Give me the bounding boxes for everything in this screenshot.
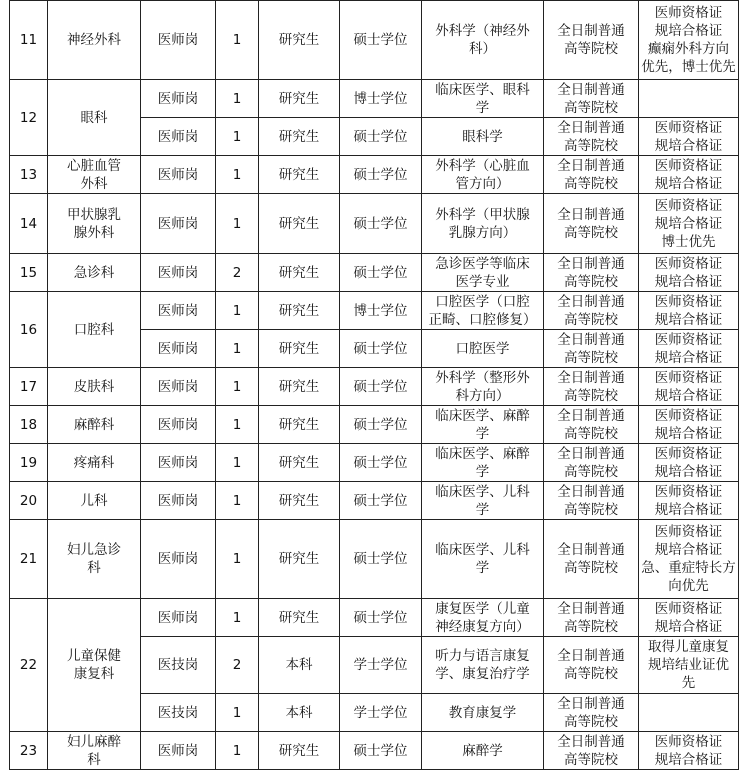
study-form: 全日制普通 高等院校: [544, 118, 639, 156]
department: 儿科: [48, 482, 141, 520]
major: 口腔医学: [422, 330, 544, 368]
post-type: 医师岗: [141, 444, 216, 482]
headcount: 1: [216, 1, 259, 80]
row-number: 20: [10, 482, 48, 520]
study-form: 全日制普通 高等院校: [544, 637, 639, 694]
department: 甲状腺乳 腺外科: [48, 194, 141, 254]
degree: 硕士学位: [340, 599, 422, 637]
study-form: 全日制普通 高等院校: [544, 520, 639, 599]
department: 妇儿麻醉 科: [48, 732, 141, 770]
department: 急诊科: [48, 254, 141, 292]
post-type: 医师岗: [141, 156, 216, 194]
post-type: 医师岗: [141, 599, 216, 637]
education: 研究生: [259, 330, 340, 368]
headcount: 1: [216, 694, 259, 732]
row-number: 12: [10, 80, 48, 156]
degree: 硕士学位: [340, 520, 422, 599]
department: 妇儿急诊 科: [48, 520, 141, 599]
headcount: 1: [216, 520, 259, 599]
headcount: 2: [216, 254, 259, 292]
requirements: [639, 80, 739, 118]
study-form: 全日制普通 高等院校: [544, 368, 639, 406]
headcount: 1: [216, 194, 259, 254]
study-form: 全日制普通 高等院校: [544, 732, 639, 770]
study-form: 全日制普通 高等院校: [544, 254, 639, 292]
department: 口腔科: [48, 292, 141, 368]
education: 研究生: [259, 118, 340, 156]
major: 外科学（整形外 科方向）: [422, 368, 544, 406]
requirements: 医师资格证 规培合格证: [639, 599, 739, 637]
major: 口腔医学（口腔 正畸、口腔修复）: [422, 292, 544, 330]
headcount: 1: [216, 368, 259, 406]
education: 研究生: [259, 156, 340, 194]
post-type: 医师岗: [141, 1, 216, 80]
education: 研究生: [259, 368, 340, 406]
requirements: 医师资格证 规培合格证: [639, 406, 739, 444]
degree: 硕士学位: [340, 254, 422, 292]
study-form: 全日制普通 高等院校: [544, 694, 639, 732]
headcount: 1: [216, 444, 259, 482]
requirements: 医师资格证 规培合格证: [639, 732, 739, 770]
table-row: [10, 254, 739, 292]
post-type: 医技岗: [141, 637, 216, 694]
degree: 硕士学位: [340, 194, 422, 254]
row-number: 18: [10, 406, 48, 444]
major: 临床医学、眼科 学: [422, 80, 544, 118]
requirements: 医师资格证 规培合格证 博士优先: [639, 194, 739, 254]
degree: 硕士学位: [340, 330, 422, 368]
post-type: 医师岗: [141, 194, 216, 254]
row-number: 21: [10, 520, 48, 599]
degree: 硕士学位: [340, 156, 422, 194]
requirements: 医师资格证 规培合格证: [639, 368, 739, 406]
table-row: [10, 368, 739, 406]
major: 临床医学、儿科 学: [422, 482, 544, 520]
table-row: [10, 599, 739, 637]
requirements: 医师资格证 规培合格证: [639, 482, 739, 520]
study-form: 全日制普通 高等院校: [544, 194, 639, 254]
degree: 硕士学位: [340, 444, 422, 482]
row-number: 23: [10, 732, 48, 770]
post-type: 医师岗: [141, 482, 216, 520]
post-type: 医师岗: [141, 292, 216, 330]
education: 研究生: [259, 1, 340, 80]
degree: 博士学位: [340, 292, 422, 330]
education: 研究生: [259, 732, 340, 770]
degree: 硕士学位: [340, 406, 422, 444]
major: 外科学（心脏血 管方向）: [422, 156, 544, 194]
degree: 学士学位: [340, 694, 422, 732]
table-row: [10, 80, 739, 118]
requirements: 医师资格证 规培合格证: [639, 156, 739, 194]
headcount: 1: [216, 156, 259, 194]
major: 康复医学（儿童 神经康复方向）: [422, 599, 544, 637]
study-form: 全日制普通 高等院校: [544, 80, 639, 118]
education: 研究生: [259, 599, 340, 637]
study-form: 全日制普通 高等院校: [544, 482, 639, 520]
major: 麻醉学: [422, 732, 544, 770]
post-type: 医师岗: [141, 80, 216, 118]
table-row: [10, 732, 739, 770]
headcount: 1: [216, 118, 259, 156]
table-row: [10, 194, 739, 254]
major: 临床医学、麻醉 学: [422, 406, 544, 444]
row-number: 13: [10, 156, 48, 194]
degree: 硕士学位: [340, 118, 422, 156]
department: 心脏血管 外科: [48, 156, 141, 194]
table-row: [10, 156, 739, 194]
major: 急诊医学等临床 医学专业: [422, 254, 544, 292]
education: 研究生: [259, 520, 340, 599]
headcount: 1: [216, 80, 259, 118]
table-row: [10, 444, 739, 482]
requirements: 医师资格证 规培合格证: [639, 254, 739, 292]
department: 麻醉科: [48, 406, 141, 444]
education: 研究生: [259, 194, 340, 254]
degree: 博士学位: [340, 80, 422, 118]
degree: 学士学位: [340, 637, 422, 694]
requirements: 医师资格证 规培合格证 癫痫外科方向 优先，博士优先: [639, 1, 739, 80]
row-number: 15: [10, 254, 48, 292]
education: 本科: [259, 637, 340, 694]
headcount: 1: [216, 330, 259, 368]
table-row: [10, 520, 739, 599]
post-type: 医师岗: [141, 732, 216, 770]
study-form: 全日制普通 高等院校: [544, 599, 639, 637]
row-number: 11: [10, 1, 48, 80]
department: 儿童保健 康复科: [48, 599, 141, 732]
headcount: 1: [216, 482, 259, 520]
post-type: 医师岗: [141, 254, 216, 292]
requirements: 医师资格证 规培合格证 急、重症特长方 向优先: [639, 520, 739, 599]
requirements: 医师资格证 规培合格证: [639, 292, 739, 330]
education: 研究生: [259, 80, 340, 118]
row-number: 22: [10, 599, 48, 732]
headcount: 1: [216, 406, 259, 444]
degree: 硕士学位: [340, 368, 422, 406]
major: 听力与语言康复 学、康复治疗学: [422, 637, 544, 694]
study-form: 全日制普通 高等院校: [544, 406, 639, 444]
post-type: 医师岗: [141, 330, 216, 368]
major: 外科学（神经外 科）: [422, 1, 544, 80]
major: 临床医学、儿科 学: [422, 520, 544, 599]
post-type: 医师岗: [141, 368, 216, 406]
row-number: 17: [10, 368, 48, 406]
education: 研究生: [259, 254, 340, 292]
table-row: [10, 406, 739, 444]
row-number: 16: [10, 292, 48, 368]
degree: 硕士学位: [340, 732, 422, 770]
post-type: 医师岗: [141, 118, 216, 156]
headcount: 1: [216, 732, 259, 770]
education: 本科: [259, 694, 340, 732]
major: 眼科学: [422, 118, 544, 156]
requirements: 取得儿童康复 规培结业证优 先: [639, 637, 739, 694]
department: 眼科: [48, 80, 141, 156]
study-form: 全日制普通 高等院校: [544, 1, 639, 80]
headcount: 1: [216, 599, 259, 637]
major: 教育康复学: [422, 694, 544, 732]
row-number: 19: [10, 444, 48, 482]
study-form: 全日制普通 高等院校: [544, 292, 639, 330]
education: 研究生: [259, 482, 340, 520]
requirements: 医师资格证 规培合格证: [639, 118, 739, 156]
table-row: [10, 292, 739, 330]
degree: 硕士学位: [340, 482, 422, 520]
major: 外科学（甲状腺 乳腺方向）: [422, 194, 544, 254]
education: 研究生: [259, 406, 340, 444]
degree: 硕士学位: [340, 1, 422, 80]
study-form: 全日制普通 高等院校: [544, 330, 639, 368]
recruitment-table: [9, 0, 739, 770]
row-number: 14: [10, 194, 48, 254]
post-type: 医师岗: [141, 406, 216, 444]
department: 疼痛科: [48, 444, 141, 482]
department: 神经外科: [48, 1, 141, 80]
education: 研究生: [259, 292, 340, 330]
requirements: [639, 694, 739, 732]
post-type: 医技岗: [141, 694, 216, 732]
study-form: 全日制普通 高等院校: [544, 156, 639, 194]
requirements: 医师资格证 规培合格证: [639, 330, 739, 368]
headcount: 2: [216, 637, 259, 694]
study-form: 全日制普通 高等院校: [544, 444, 639, 482]
education: 研究生: [259, 444, 340, 482]
table-row: [10, 1, 739, 80]
headcount: 1: [216, 292, 259, 330]
department: 皮肤科: [48, 368, 141, 406]
major: 临床医学、麻醉 学: [422, 444, 544, 482]
post-type: 医师岗: [141, 520, 216, 599]
table-row: [10, 482, 739, 520]
requirements: 医师资格证 规培合格证: [639, 444, 739, 482]
